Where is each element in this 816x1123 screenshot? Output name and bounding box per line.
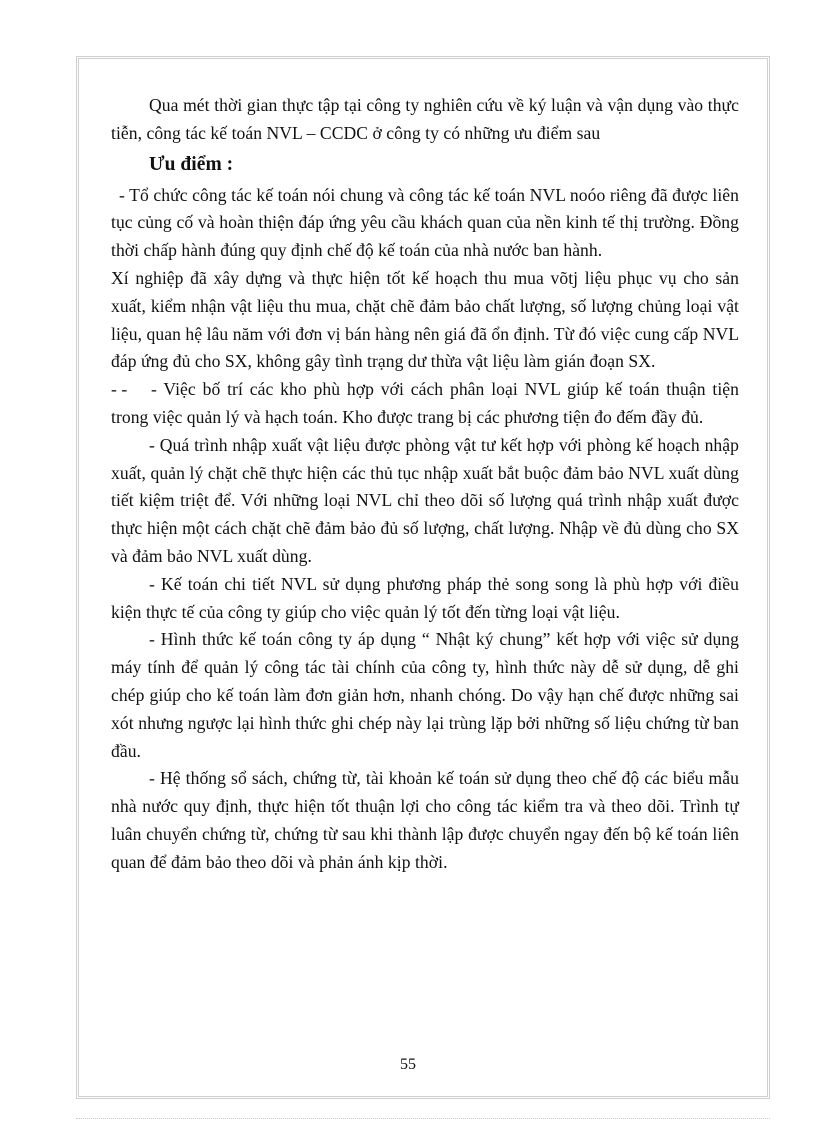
page-body <box>111 92 739 877</box>
paragraph-warehouse-text: - Việc bố trí các kho phù hợp với cách phân loại NVL giúp kế toán thuận tiện trong việc quản lý và hạch toán. Kho được trang bị các phương tiện đo đếm đầy đủ. <box>111 379 739 427</box>
paragraph-procurement: Xí nghiệp đã xây dựng và thực hiện tốt kế hoạch thu mua võtj liệu phục vụ cho sản xuất, kiểm nhận vật liệu thu mua, chặt chẽ đảm bảo chất lượng, số lượng chủng loại vật liệu, quan hệ lâu năm với đơn vị bán hàng nên giá đã ổn định. Từ đó việc cung cấp NVL đáp ứng đủ cho SX, không gây tình trạng dư thừa vật liệu làm gián đoạn SX. <box>111 267 739 372</box>
bottom-divider <box>76 1118 770 1119</box>
paragraph-warehouse <box>111 376 739 432</box>
page-number: 55 <box>400 1056 416 1073</box>
double-dash-marker: - - <box>111 379 128 400</box>
paragraph-import-export: - Quá trình nhập xuất vật liệu được phòng vật tư kết hợp với phòng kế hoạch nhập xuất, quản lý chặt chẽ thực hiện các thủ tục nhập xuất bắt buộc đảm bảo NVL xuất dùng tiết kiệm triệt để. Với những loại NVL chỉ theo dõi số lượng quá trình nhập xuất được thực hiện một cách chặt chẽ đảm bảo đủ số lượng, chất lượng. Nhập về đủ dùng cho SX và đảm bảo NVL xuất dùng. <box>111 434 739 566</box>
section-heading: Ưu điểm : <box>149 153 234 175</box>
paragraph-detail-accounting: - Kế toán chi tiết NVL sử dụng phương pháp thẻ song song là phù hợp với điều kiện thực tế của công ty giúp cho việc quản lý tốt đến từng loại vật liệu. <box>111 573 739 622</box>
paragraph-accounting-form: - Hình thức kế toán công ty áp dụng “ Nhật ký chung” kết hợp với việc sử dụng máy tính để quản lý công tác tài chính của công ty, hình thức này dễ sử dụng, dễ ghi chép giúp cho kế toán làm đơn giản hơn, nhanh chóng. Do vậy hạn chế được những sai xót nhưng ngược lại hình thức ghi chép này lại trùng lặp bởi những số liệu chứng từ ban đầu. <box>111 629 739 761</box>
paragraph-books-system: - Hệ thống sổ sách, chứng từ, tài khoản kế toán sử dụng theo chế độ các biểu mẫu nhà nước quy định, thực hiện tốt thuận lợi cho công tác kiểm tra và theo dõi. Trình tự luân chuyển chứng từ, chứng từ sau khi thành lập được chuyển ngay đến bộ kế toán liên quan để đảm bảo theo dõi và phản ánh kịp thời. <box>111 768 739 872</box>
intro-paragraph: Qua mét thời gian thực tập tại công ty nghiên cứu về ký luận và vận dụng vào thực tiễn, công tác kế toán NVL – CCDC ở công ty có những ưu điểm sau <box>111 95 739 143</box>
paragraph-accounting-organization: - Tổ chức công tác kế toán nói chung và công tác kế toán NVL noóo riêng đã được liên tục củng cố và hoàn thiện đáp ứng yêu cầu khách quan của nền kinh tế thị trường. Đồng thời chấp hành đúng quy định chế độ kế toán của nhà nước ban hành. <box>111 184 739 261</box>
